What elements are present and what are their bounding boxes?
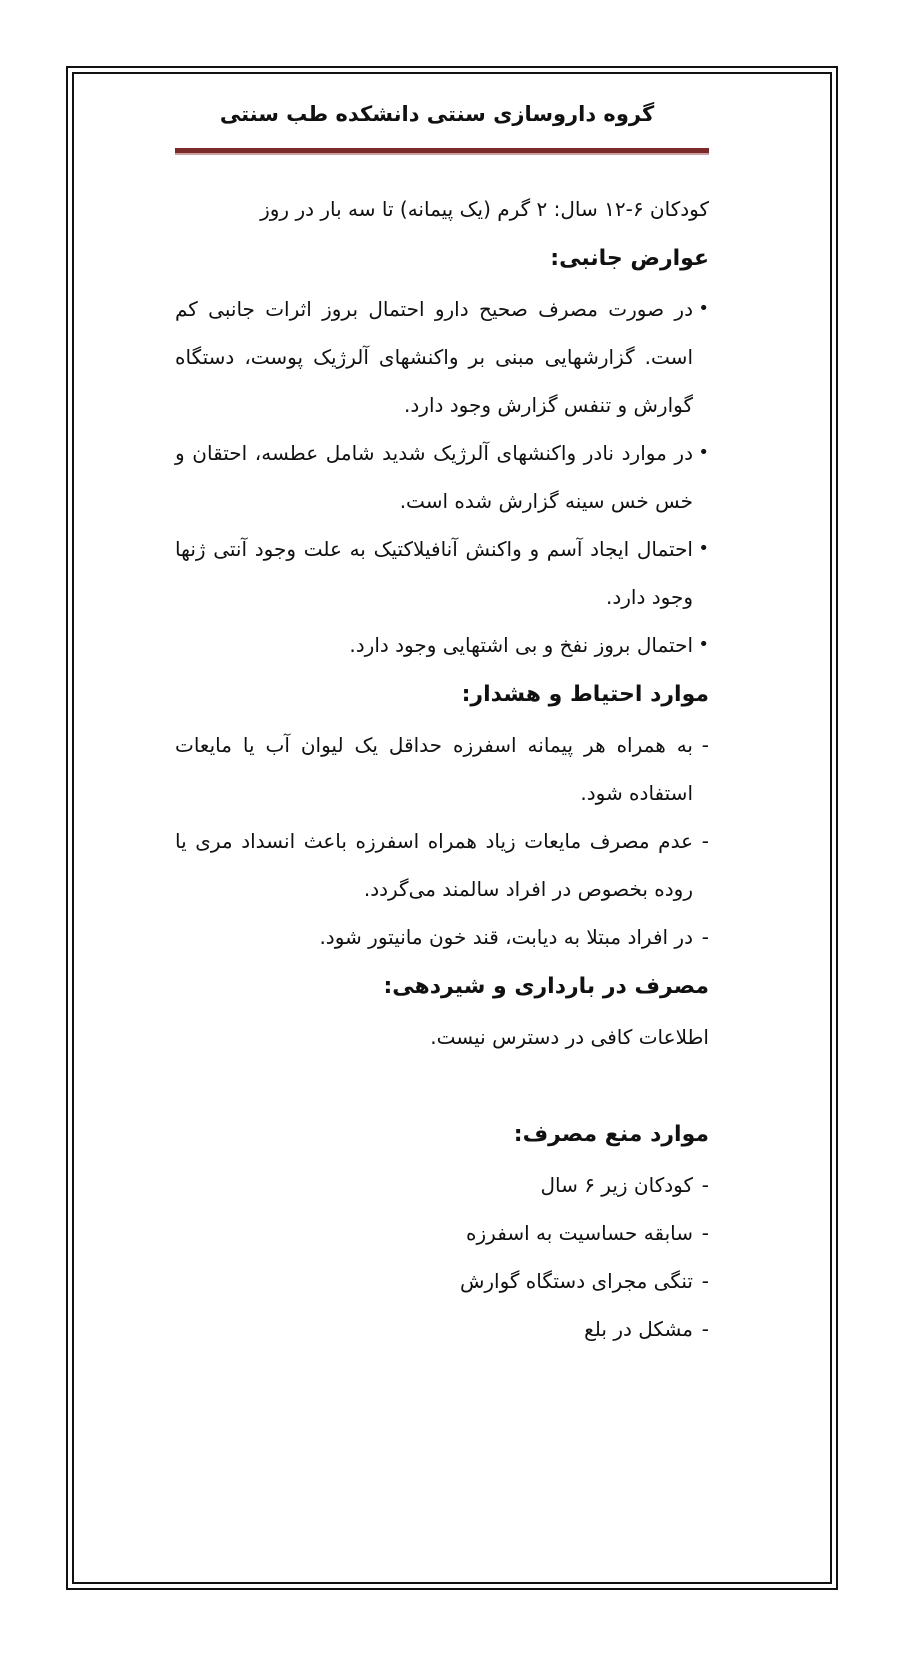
dash-marker: - xyxy=(701,1221,709,1245)
precaution-item xyxy=(175,721,709,817)
contraindication-item xyxy=(175,1257,709,1305)
contraindication-item xyxy=(175,1305,709,1353)
side-effect-text: احتمال بروز نفخ و بی اشتهایی وجود دارد. xyxy=(349,633,693,657)
precautions-heading: موارد احتیاط و هشدار: xyxy=(461,682,709,707)
precaution-text: عدم مصرف مایعات زیاد همراه اسفرزه باعث انسداد مری یا روده بخصوص در افراد سالمند می‌گردد. xyxy=(175,829,693,901)
pregnancy-heading: مصرف در بارداری و شیردهی: xyxy=(383,974,709,999)
contraindication-item xyxy=(175,1161,709,1209)
side-effect-item xyxy=(175,525,709,621)
contraindication-text: سابقه حساسیت به اسفرزه xyxy=(466,1221,693,1245)
side-effect-item xyxy=(175,429,709,525)
side-effect-text: در صورت مصرف صحیح دارو احتمال بروز اثرات جانبی کم است. گزارشهایی مبنی بر واکنشهای آلرژیک پوست، دستگاه گوارش و تنفس گزارش وجود دارد. xyxy=(175,297,693,417)
contraindication-text: کودکان زیر ۶ سال xyxy=(540,1173,693,1197)
dash-marker: - xyxy=(701,829,709,853)
page-header-title: گروه داروسازی سنتی دانشکده طب سنتی xyxy=(219,102,655,126)
contraindication-text: تنگی مجرای دستگاه گوارش xyxy=(459,1269,693,1293)
side-effect-text: احتمال ایجاد آسم و واکنش آنافیلاکتیک به علت وجود آنتی ژنها وجود دارد. xyxy=(175,537,693,609)
dash-marker: - xyxy=(701,1173,709,1197)
document-body xyxy=(175,185,709,1353)
side-effect-text: در موارد نادر واکنشهای آلرژیک شدید شامل عطسه، احتقان و خس خس سینه گزارش شده است. xyxy=(175,441,693,513)
dash-marker: - xyxy=(701,1269,709,1293)
bullet-icon: • xyxy=(698,442,709,463)
bullet-icon: • xyxy=(698,298,709,319)
bullet-icon: • xyxy=(698,538,709,559)
pregnancy-text: اطلاعات کافی در دسترس نیست. xyxy=(430,1025,709,1049)
dosage-children: کودکان ۶-۱۲ سال: ۲ گرم (یک پیمانه) تا سه بار در روز xyxy=(260,197,709,221)
side-effect-item xyxy=(175,621,709,669)
side-effects-list xyxy=(175,285,709,669)
side-effect-item xyxy=(175,285,709,429)
precaution-text: در افراد مبتلا به دیابت، قند خون مانیتور شود. xyxy=(319,925,693,949)
header-rule xyxy=(175,148,709,155)
spacer xyxy=(175,1061,709,1109)
contraindications-heading: موارد منع مصرف: xyxy=(513,1122,709,1147)
precaution-text: به همراه هر پیمانه اسفرزه حداقل یک لیوان آب یا مایعات استفاده شود. xyxy=(175,733,693,805)
contraindication-item xyxy=(175,1209,709,1257)
side-effects-heading: عوارض جانبی: xyxy=(550,246,709,271)
precaution-item xyxy=(175,817,709,913)
precaution-item xyxy=(175,913,709,961)
dash-marker: - xyxy=(701,1317,709,1341)
document-content xyxy=(175,100,709,1353)
bullet-icon: • xyxy=(698,634,709,655)
contraindication-text: مشکل در بلع xyxy=(584,1317,693,1341)
dash-marker: - xyxy=(701,925,709,949)
dash-marker: - xyxy=(701,733,709,757)
